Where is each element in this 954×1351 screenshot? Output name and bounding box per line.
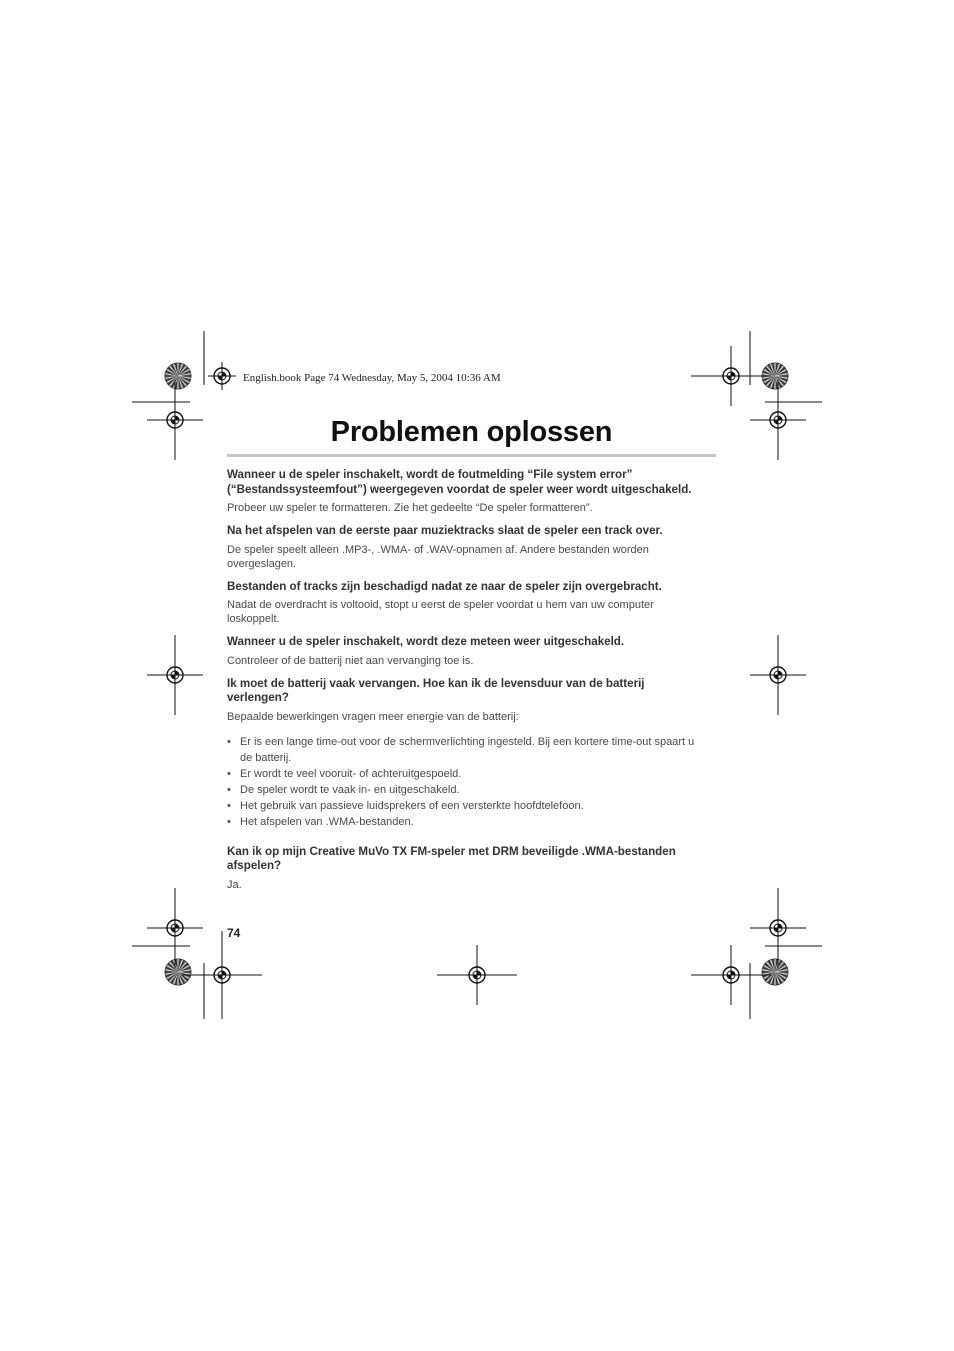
registration-mark-icon xyxy=(147,635,203,715)
registration-mark-icon xyxy=(691,346,771,406)
answer-3: Nadat de overdracht is voltooid, stopt u eerst de speler voordat u hem van uw computer loskoppelt. xyxy=(227,599,654,625)
answer-4: Controleer of de batterij niet aan vervanging toe is. xyxy=(227,654,474,667)
registration-mark-icon xyxy=(147,888,203,968)
answer-6: Ja. xyxy=(227,878,242,891)
registration-mark-icon xyxy=(208,362,236,390)
list-item: • Er is een lange time-out voor de schermverlichting ingesteld. Bij een kortere time-out spaart u de batterij. xyxy=(227,734,697,766)
page-title: Problemen oplossen xyxy=(330,416,613,448)
registration-mark-icon xyxy=(182,931,262,1019)
bullet-list xyxy=(227,734,697,830)
question-6: Kan ik op mijn Creative MuVo TX FM-speler met DRM beveiligde .WMA-bestanden afspelen? xyxy=(227,844,676,872)
list-item: • Het afspelen van .WMA-bestanden. xyxy=(227,814,697,830)
title-rule xyxy=(227,454,716,457)
registration-mark-icon xyxy=(147,380,203,460)
page-number: 74 xyxy=(227,926,241,940)
print-header: English.book Page 74 Wednesday, May 5, 2004 10:36 AM xyxy=(243,372,501,384)
registration-mark-icon xyxy=(691,945,771,1005)
answer-2: De speler speelt alleen .MP3-, .WMA- of .WAV-opnamen af. Andere bestanden worden overgeslagen. xyxy=(227,543,649,570)
list-item: • Er wordt te veel vooruit- of achteruitgespoeld. xyxy=(227,766,697,782)
content xyxy=(227,468,697,901)
question-2: Na het afspelen van de eerste paar muziektracks slaat de speler een track over. xyxy=(227,524,663,537)
registration-mark-icon xyxy=(750,635,806,715)
question-3: Bestanden of tracks zijn beschadigd nadat ze naar de speler zijn overgebracht. xyxy=(227,579,662,593)
star-target-icon xyxy=(762,959,788,985)
answer-1: Probeer uw speler te formatteren. Zie het gedeelte “De speler formatteren”. xyxy=(227,502,593,514)
star-target-icon xyxy=(165,959,191,985)
registration-mark-icon xyxy=(437,945,517,1005)
star-target-icon xyxy=(165,363,191,389)
question-5: Ik moet de batterij vaak vervangen. Hoe kan ik de levensduur van de batterij verlengen? xyxy=(227,676,645,704)
list-item: • Het gebruik van passieve luidsprekers of een versterkte hoofdtelefoon. xyxy=(227,798,697,814)
list-item: • De speler wordt te vaak in- en uitgeschakeld. xyxy=(227,782,697,798)
registration-mark-icon xyxy=(750,888,806,968)
question-1: Wanneer u de speler inschakelt, wordt de foutmelding “File system error” (“Bestandssysteemfout”) weergegeven voordat de speler weer wordt uitgeschakeld. xyxy=(227,468,692,496)
registration-mark-icon xyxy=(750,380,806,460)
answer-5: Bepaalde bewerkingen vragen meer energie van de batterij: xyxy=(227,710,519,723)
question-4: Wanneer u de speler inschakelt, wordt deze meteen weer uitgeschakeld. xyxy=(227,635,625,648)
